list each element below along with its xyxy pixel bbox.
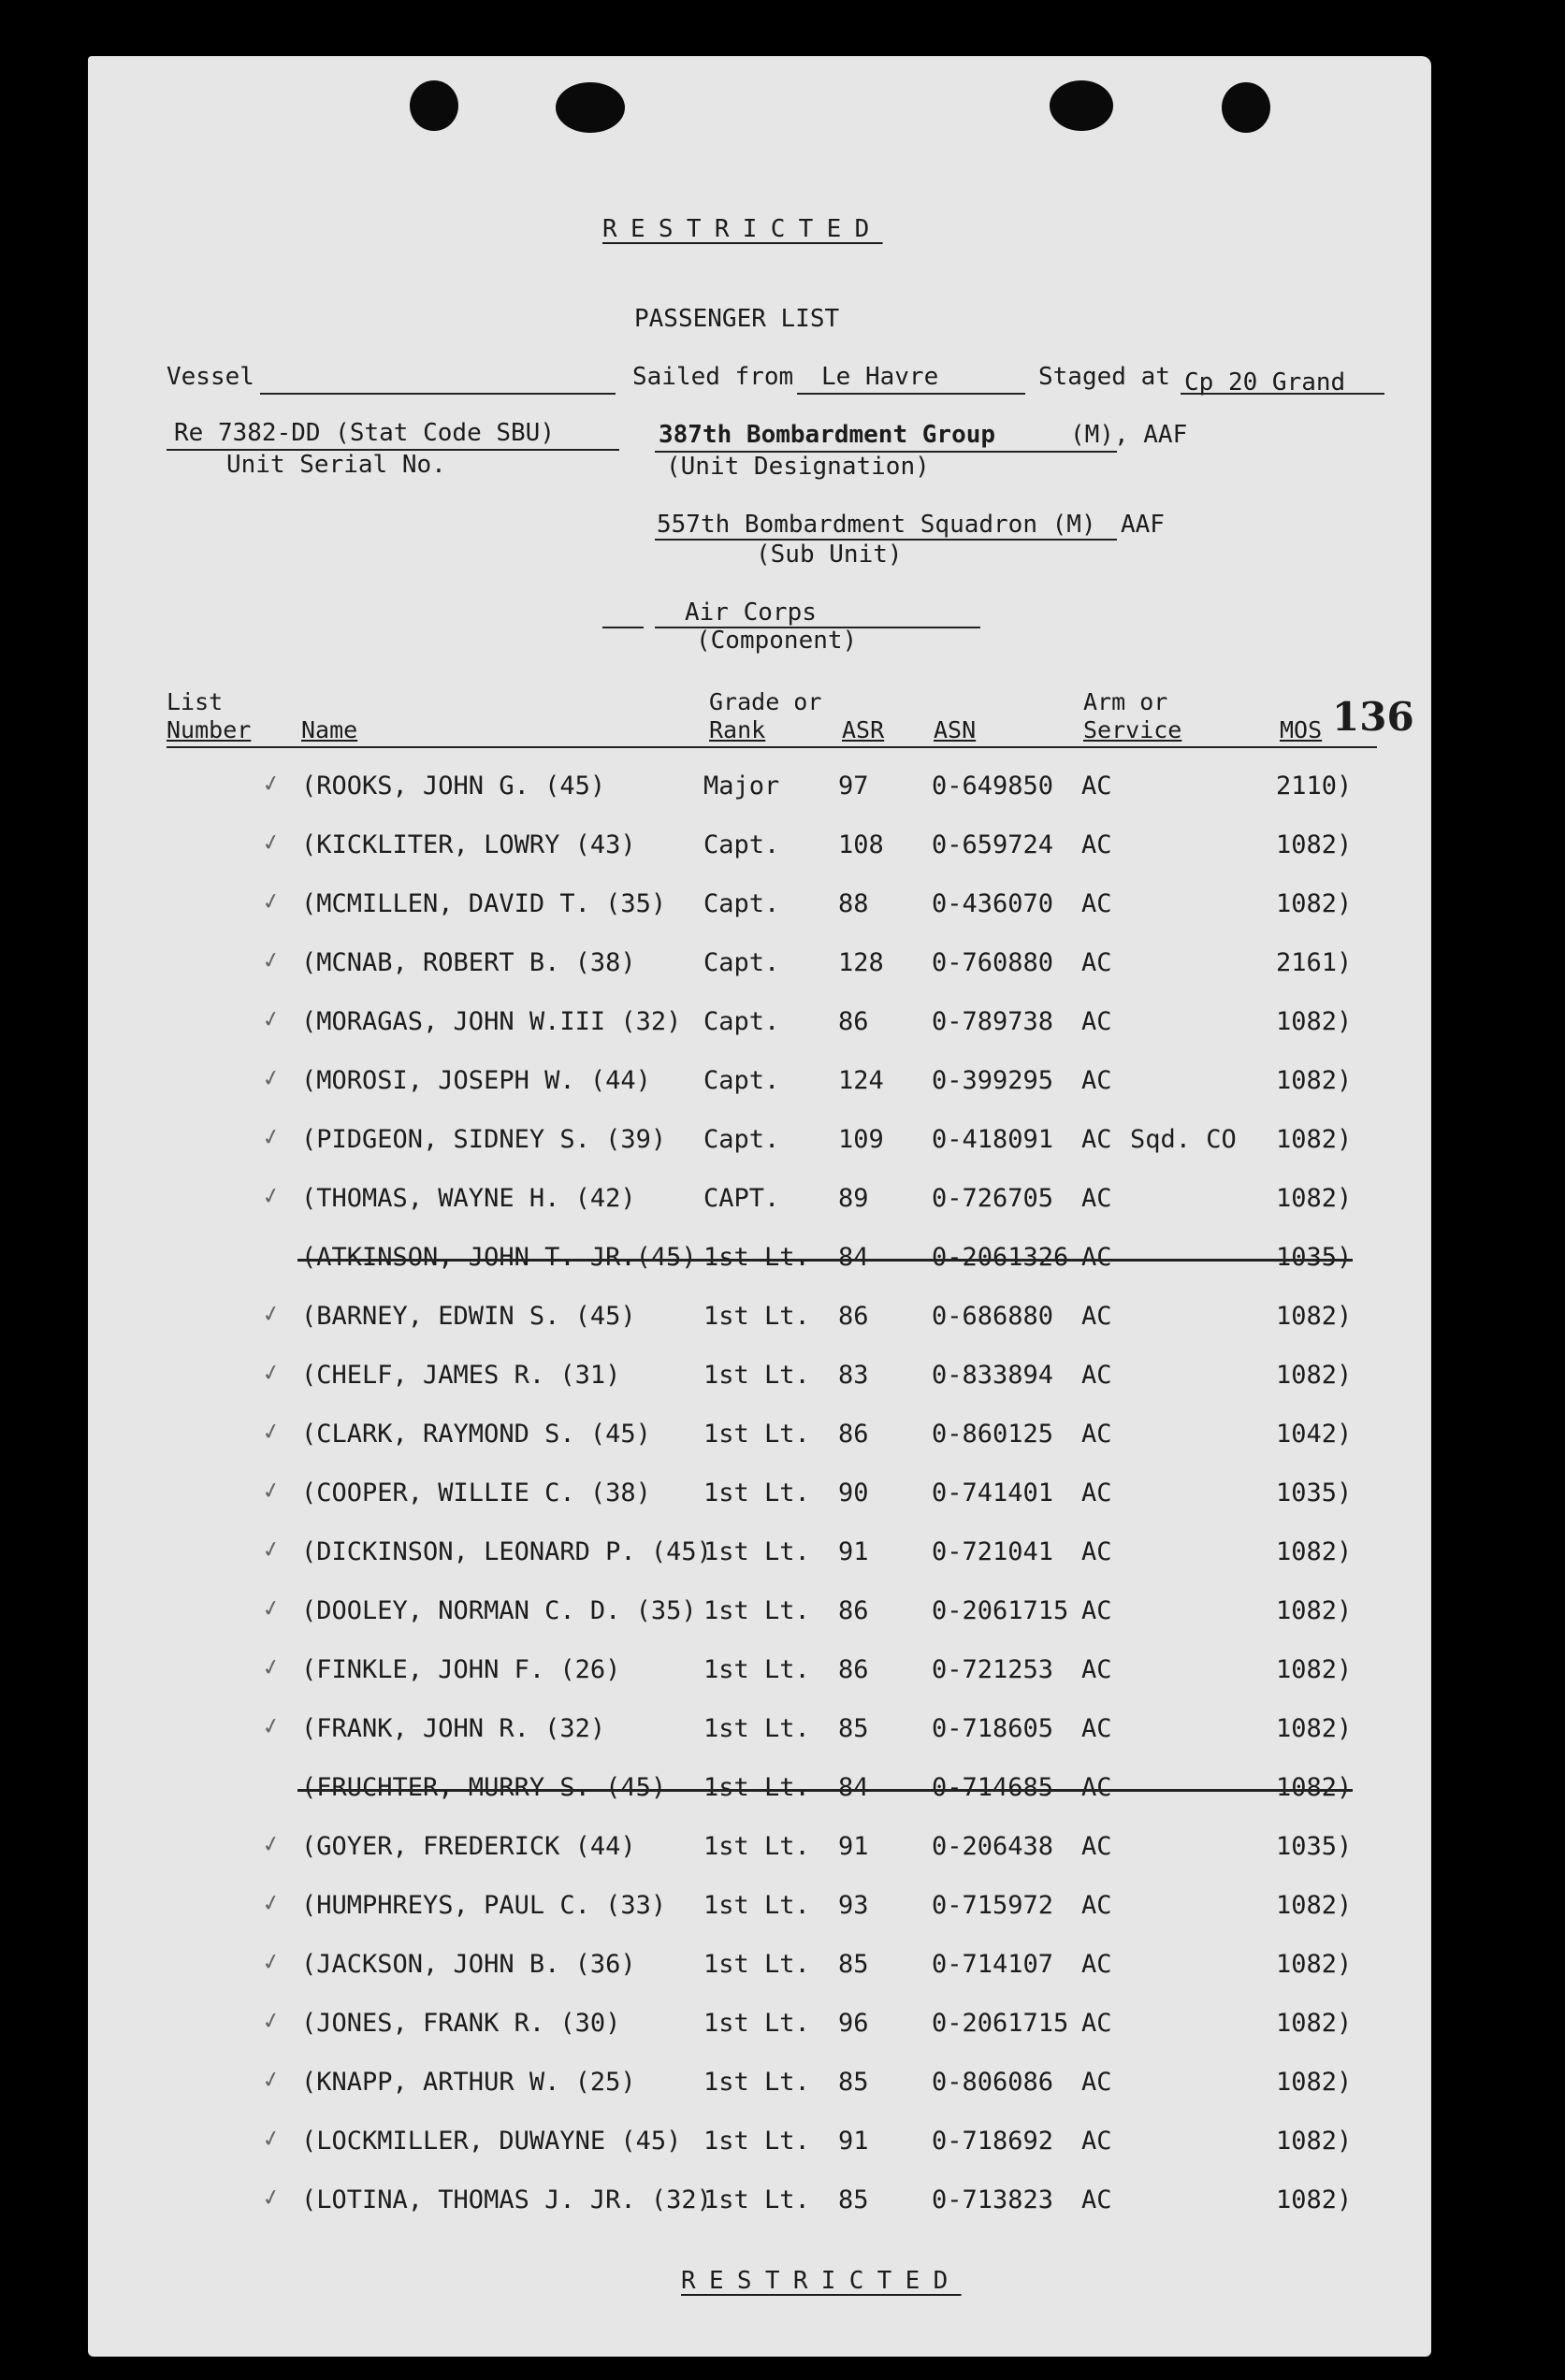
- passenger-asr: 93: [838, 1891, 869, 1920]
- passenger-mos: 1082): [1276, 1007, 1353, 1036]
- col-arm-2: Service: [1083, 716, 1182, 743]
- checkmark-icon: ✓: [259, 1652, 283, 1682]
- passenger-name: (COOPER, WILLIE C. (38): [301, 1478, 651, 1507]
- checkmark-icon: ✓: [259, 1476, 283, 1506]
- passenger-mos: 1035): [1276, 1478, 1353, 1507]
- passenger-asr: 96: [838, 2009, 869, 2038]
- passenger-asr: 91: [838, 1537, 869, 1566]
- passenger-name: (GOYER, FREDERICK (44): [301, 1832, 636, 1861]
- passenger-rank: Capt.: [703, 889, 780, 918]
- checkmark-icon: ✓: [259, 1829, 283, 1859]
- passenger-name: (MCMILLEN, DAVID T. (35): [301, 889, 667, 918]
- passenger-asn: 0-659724: [932, 830, 1054, 859]
- col-grade-2: Rank: [709, 716, 766, 743]
- passenger-mos: 1082): [1276, 1537, 1353, 1566]
- passenger-asn: 0-2061715: [932, 2009, 1069, 2038]
- component-value: Air Corps: [685, 599, 817, 627]
- passenger-asr: 86: [838, 1596, 869, 1625]
- passenger-rank: 1st Lt.: [703, 1655, 810, 1684]
- passenger-name: (JACKSON, JOHN B. (36): [301, 1950, 636, 1979]
- passenger-mos: 1082): [1276, 1184, 1353, 1213]
- passenger-mos: 1082): [1276, 889, 1353, 918]
- passenger-rank: 1st Lt.: [703, 1243, 810, 1272]
- passenger-mos: 1082): [1276, 2009, 1353, 2038]
- passenger-arm: AC: [1081, 1655, 1112, 1684]
- passenger-rank: Capt.: [703, 830, 780, 859]
- col-asn: ASN: [934, 716, 977, 743]
- passenger-mos: 1082): [1276, 2185, 1353, 2214]
- col-mos: MOS: [1280, 716, 1323, 743]
- checkmark-icon: ✓: [259, 769, 283, 799]
- passenger-asr: 85: [838, 1714, 869, 1743]
- passenger-name: (ROOKS, JOHN G. (45): [301, 772, 606, 801]
- passenger-name: (FRUCHTER, MURRY S. (45): [301, 1773, 667, 1802]
- passenger-asn: 0-418091: [932, 1125, 1054, 1154]
- unit-designation-value: 387th Bombardment Group: [659, 421, 996, 449]
- passenger-name: (DICKINSON, LEONARD P. (45): [301, 1537, 712, 1566]
- col-list-number-2: Number: [167, 716, 252, 743]
- passenger-asr: 86: [838, 1302, 869, 1331]
- punch-hole: [1050, 80, 1113, 131]
- checkmark-icon: ✓: [259, 2006, 283, 2036]
- passenger-rank: Capt.: [703, 1125, 780, 1154]
- passenger-mos: 2161): [1276, 948, 1353, 977]
- passenger-mos: 1042): [1276, 1420, 1353, 1449]
- checkmark-icon: ✓: [259, 945, 283, 975]
- checkmark-icon: ✓: [259, 1947, 283, 1977]
- passenger-rank: 1st Lt.: [703, 1596, 810, 1625]
- sailed-from-line: [797, 393, 1025, 395]
- passenger-asn: 0-714107: [932, 1950, 1054, 1979]
- passenger-asr: 97: [838, 772, 869, 801]
- checkmark-icon: ✓: [259, 2124, 283, 2154]
- passenger-arm: AC: [1081, 830, 1112, 859]
- component-dash: [602, 627, 644, 628]
- passenger-rank: 1st Lt.: [703, 2068, 810, 2097]
- vessel-line: [260, 393, 616, 395]
- passenger-arm: AC: [1081, 1714, 1112, 1743]
- passenger-name: (CLARK, RAYMOND S. (45): [301, 1420, 651, 1449]
- passenger-asr: 85: [838, 2068, 869, 2097]
- passenger-name: (THOMAS, WAYNE H. (42): [301, 1184, 636, 1213]
- sub-unit-suffix: AAF: [1121, 511, 1165, 539]
- passenger-name: (PIDGEON, SIDNEY S. (39): [301, 1125, 667, 1154]
- passenger-asr: 91: [838, 2127, 869, 2156]
- passenger-rank: 1st Lt.: [703, 1361, 810, 1390]
- punch-hole: [410, 80, 458, 131]
- passenger-mos: 1082): [1276, 2127, 1353, 2156]
- passenger-asr: 90: [838, 1478, 869, 1507]
- col-list-number-1: List: [167, 688, 224, 715]
- passenger-mos: 1082): [1276, 1714, 1353, 1743]
- unit-designation-label: (Unit Designation): [666, 453, 930, 481]
- passenger-name: (DOOLEY, NORMAN C. D. (35): [301, 1596, 697, 1625]
- col-grade-1: Grade or: [709, 688, 822, 715]
- passenger-name: (KICKLITER, LOWRY (43): [301, 830, 636, 859]
- checkmark-icon: ✓: [259, 1711, 283, 1741]
- passenger-rank: 1st Lt.: [703, 1832, 810, 1861]
- passenger-rank: 1st Lt.: [703, 1950, 810, 1979]
- passenger-asn: 0-436070: [932, 889, 1054, 918]
- passenger-asr: 83: [838, 1361, 869, 1390]
- passenger-asn: 0-760880: [932, 948, 1054, 977]
- passenger-arm: AC: [1081, 1596, 1112, 1625]
- passenger-arm: AC: [1081, 1007, 1112, 1036]
- passenger-rank: 1st Lt.: [703, 1302, 810, 1331]
- passenger-arm: AC: [1081, 2068, 1112, 2097]
- checkmark-icon: ✓: [259, 1888, 283, 1918]
- passenger-asr: 108: [838, 830, 884, 859]
- checkmark-icon: ✓: [259, 1358, 283, 1388]
- passenger-rank: 1st Lt.: [703, 1891, 810, 1920]
- passenger-asn: 0-649850: [932, 772, 1054, 801]
- component-label: (Component): [696, 627, 858, 655]
- passenger-asr: 84: [838, 1773, 869, 1802]
- document-title: PASSENGER LIST: [634, 305, 840, 333]
- passenger-mos: 1082): [1276, 830, 1353, 859]
- restricted-header: RESTRICTED: [602, 215, 883, 243]
- passenger-rank: Capt.: [703, 1066, 780, 1095]
- passenger-asr: 86: [838, 1420, 869, 1449]
- unit-serial-value: Re 7382-DD (Stat Code SBU): [174, 419, 555, 447]
- passenger-name: (LOTINA, THOMAS J. JR. (32): [301, 2185, 712, 2214]
- passenger-asn: 0-206438: [932, 1832, 1054, 1861]
- passenger-asr: 89: [838, 1184, 869, 1213]
- col-name: Name: [301, 716, 358, 743]
- passenger-rank: Capt.: [703, 1007, 780, 1036]
- vessel-label: Vessel: [167, 363, 254, 391]
- col-asr: ASR: [842, 716, 885, 743]
- passenger-mos: 1082): [1276, 1302, 1353, 1331]
- passenger-mos: 1082): [1276, 2068, 1353, 2097]
- passenger-arm: AC: [1081, 1537, 1112, 1566]
- passenger-name: (FRANK, JOHN R. (32): [301, 1714, 606, 1743]
- passenger-asn: 0-713823: [932, 2185, 1054, 2214]
- passenger-asr: 109: [838, 1125, 884, 1154]
- page-number: 136: [1332, 694, 1414, 740]
- passenger-asn: 0-715972: [932, 1891, 1054, 1920]
- passenger-mos: 1082): [1276, 1950, 1353, 1979]
- passenger-mos: 1082): [1276, 1773, 1353, 1802]
- passenger-asr: 128: [838, 948, 884, 977]
- punch-hole: [1222, 82, 1270, 133]
- passenger-arm: AC: [1081, 1066, 1112, 1095]
- passenger-arm: AC: [1081, 1478, 1112, 1507]
- strikethrough-line: [297, 1789, 1353, 1792]
- passenger-mos: 1082): [1276, 1125, 1353, 1154]
- sub-unit-value: 557th Bombardment Squadron (M): [657, 511, 1096, 539]
- passenger-asn: 0-718692: [932, 2127, 1054, 2156]
- passenger-asn: 0-726705: [932, 1184, 1054, 1213]
- strikethrough-line: [297, 1259, 1353, 1262]
- passenger-arm: AC: [1081, 948, 1112, 977]
- passenger-mos: 1082): [1276, 1066, 1353, 1095]
- passenger-asr: 91: [838, 1832, 869, 1861]
- passenger-asn: 0-721041: [932, 1537, 1054, 1566]
- passenger-asr: 84: [838, 1243, 869, 1272]
- header-rule: [167, 746, 1377, 748]
- passenger-name: (MCNAB, ROBERT B. (38): [301, 948, 636, 977]
- passenger-mos: 1082): [1276, 1891, 1353, 1920]
- passenger-asr: 85: [838, 1950, 869, 1979]
- checkmark-icon: ✓: [259, 2183, 283, 2213]
- checkmark-icon: ✓: [259, 1004, 283, 1034]
- passenger-mos: 1082): [1276, 1361, 1353, 1390]
- passenger-rank: 1st Lt.: [703, 2185, 810, 2214]
- checkmark-icon: ✓: [259, 1299, 283, 1329]
- passenger-asn: 0-789738: [932, 1007, 1054, 1036]
- passenger-name: (FINKLE, JOHN F. (26): [301, 1655, 621, 1684]
- passenger-arm: AC: [1081, 1361, 1112, 1390]
- passenger-rank: Capt.: [703, 948, 780, 977]
- passenger-mos: 1035): [1276, 1832, 1353, 1861]
- passenger-asn: 0-714685: [932, 1773, 1054, 1802]
- passenger-asn: 0-718605: [932, 1714, 1054, 1743]
- passenger-asr: 86: [838, 1007, 869, 1036]
- passenger-arm: AC: [1081, 772, 1112, 801]
- passenger-asr: 88: [838, 889, 869, 918]
- passenger-rank: 1st Lt.: [703, 1420, 810, 1449]
- passenger-arm: AC: [1081, 1773, 1112, 1802]
- passenger-rank: CAPT.: [703, 1184, 780, 1213]
- sub-unit-label: (Sub Unit): [756, 541, 903, 569]
- col-arm-1: Arm or: [1083, 688, 1168, 715]
- passenger-name: (LOCKMILLER, DUWAYNE (45): [301, 2127, 682, 2156]
- passenger-arm: AC: [1081, 2009, 1112, 2038]
- passenger-arm: AC: [1081, 2185, 1112, 2214]
- passenger-name: (JONES, FRANK R. (30): [301, 2009, 621, 2038]
- staged-at-label: Staged at: [1038, 363, 1170, 391]
- passenger-arm: AC: [1081, 889, 1112, 918]
- passenger-name: (CHELF, JAMES R. (31): [301, 1361, 621, 1390]
- staged-at-value: Cp 20 Grand: [1184, 368, 1346, 397]
- passenger-name: (HUMPHREYS, PAUL C. (33): [301, 1891, 667, 1920]
- staged-at-line: [1181, 393, 1384, 395]
- checkmark-icon: ✓: [259, 1181, 283, 1211]
- passenger-asn: 0-686880: [932, 1302, 1054, 1331]
- passenger-mos: 1035): [1276, 1243, 1353, 1272]
- passenger-rank: 1st Lt.: [703, 1773, 810, 1802]
- sailed-from-value: Le Havre: [821, 363, 939, 391]
- passenger-mos: 1082): [1276, 1655, 1353, 1684]
- passenger-name: (MORAGAS, JOHN W.III (32): [301, 1007, 682, 1036]
- checkmark-icon: ✓: [259, 1594, 283, 1623]
- passenger-arm: AC: [1081, 1891, 1112, 1920]
- passenger-asr: 86: [838, 1655, 869, 1684]
- checkmark-icon: ✓: [259, 1063, 283, 1093]
- passenger-asn: 0-741401: [932, 1478, 1054, 1507]
- passenger-arm: AC: [1081, 1420, 1112, 1449]
- passenger-arm: AC: [1081, 1184, 1112, 1213]
- passenger-rank: 1st Lt.: [703, 1537, 810, 1566]
- passenger-arm: AC: [1081, 1950, 1112, 1979]
- passenger-arm: AC: [1081, 1125, 1112, 1154]
- passenger-name: (BARNEY, EDWIN S. (45): [301, 1302, 636, 1331]
- sailed-from-label: Sailed from: [632, 363, 794, 391]
- passenger-rank: 1st Lt.: [703, 1478, 810, 1507]
- checkmark-icon: ✓: [259, 887, 283, 916]
- checkmark-icon: ✓: [259, 1417, 283, 1447]
- checkmark-icon: ✓: [259, 828, 283, 858]
- passenger-asn: 0-860125: [932, 1420, 1054, 1449]
- passenger-rank: Major: [703, 772, 780, 801]
- passenger-asn: 0-721253: [932, 1655, 1054, 1684]
- passenger-asr: 85: [838, 2185, 869, 2214]
- passenger-asr: 124: [838, 1066, 884, 1095]
- passenger-asn: 0-806086: [932, 2068, 1054, 2097]
- passenger-name: (KNAPP, ARTHUR W. (25): [301, 2068, 636, 2097]
- passenger-mos: 1082): [1276, 1596, 1353, 1625]
- passenger-name: (ATKINSON, JOHN T. JR.(45): [301, 1243, 697, 1272]
- passenger-arm: AC: [1081, 1302, 1112, 1331]
- passenger-arm: AC: [1081, 1243, 1112, 1272]
- checkmark-icon: ✓: [259, 1122, 283, 1152]
- passenger-rank: 1st Lt.: [703, 2127, 810, 2156]
- restricted-footer: RESTRICTED: [681, 2267, 962, 2295]
- checkmark-icon: ✓: [259, 1535, 283, 1565]
- passenger-mos: 2110): [1276, 772, 1353, 801]
- passenger-rank: 1st Lt.: [703, 1714, 810, 1743]
- passenger-name: (MOROSI, JOSEPH W. (44): [301, 1066, 651, 1095]
- passenger-arm: AC: [1081, 1832, 1112, 1861]
- passenger-arm: AC: [1081, 2127, 1112, 2156]
- passenger-rank: 1st Lt.: [703, 2009, 810, 2038]
- unit-serial-label: Unit Serial No.: [226, 451, 446, 479]
- passenger-asn: 0-833894: [932, 1361, 1054, 1390]
- punch-hole: [556, 82, 625, 133]
- passenger-asn: 0-2061326: [932, 1243, 1069, 1272]
- checkmark-icon: ✓: [259, 2065, 283, 2095]
- passenger-asn: 0-399295: [932, 1066, 1054, 1095]
- passenger-asn: 0-2061715: [932, 1596, 1069, 1625]
- passenger-note: Sqd. CO: [1130, 1125, 1237, 1154]
- unit-designation-suffix: (M), AAF: [1070, 421, 1188, 449]
